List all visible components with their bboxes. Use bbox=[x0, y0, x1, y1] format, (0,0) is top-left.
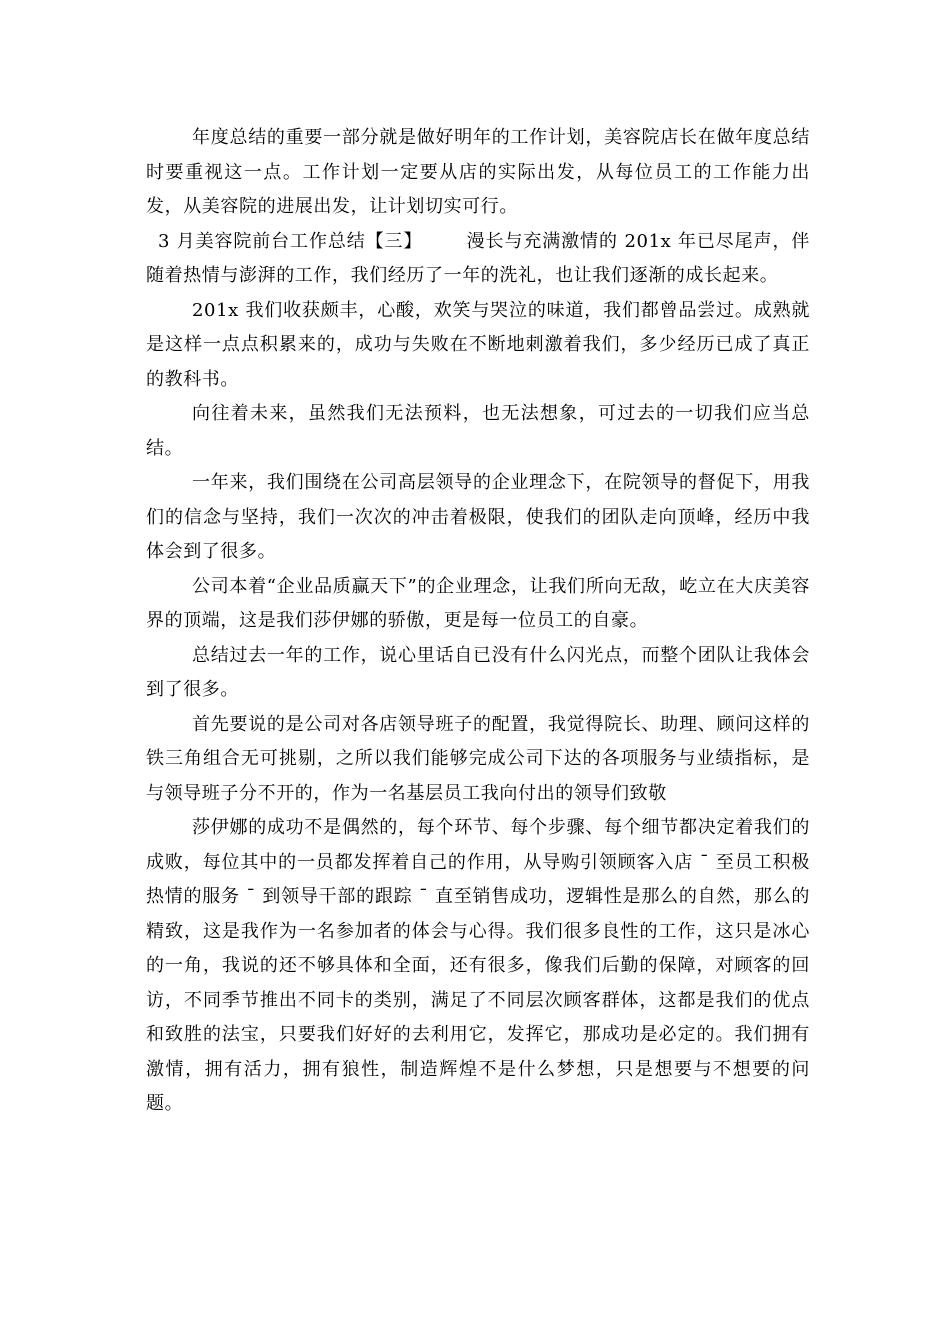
paragraph-future: 向往着未来，虽然我们无法预料，也无法想象，可过去的一切我们应当总结。 bbox=[146, 403, 810, 459]
paragraph-team-experience: 总结过去一年的工作，说心里话自已没有什么闪光点，而整个团队让我体会到了很多。 bbox=[146, 644, 810, 700]
paragraph-success: 莎伊娜的成功不是偶然的，每个环节、每个步骤、每个细节都决定着我们的成败，每位其中的一员都发挥着自己的作用，从导购引领顾客入店 ¯ 至员工积极热情的服务 ¯ 到领导干部的跟踪 ¯ 直至销售成功，逻辑性是那么的自然，那么的精致，这是我作为一名参加者的体会与心得。我们很多良性的工作，这只是冰心的一角，我说的还不够具体和全面，还有很多，像我们后勤的保障，对顾客的回访，不同季节推出不同卡的类别，满足了不同层次顾客群体，这都是我们的优点和致胜的法宝，只要我们好好的去利用它，发挥它，那成功是必定的。我们拥有激情，拥有活力，拥有狼性，制造辉煌不是什么梦想，只是想要与不想要的问题。 bbox=[146, 817, 810, 1114]
paragraph-company-concept: 公司本着“企业品质赢天下”的企业理念，让我们所向无敌，屹立在大庆美容界的顶端，这是我们莎伊娜的骄傲，更是每一位员工的自豪。 bbox=[146, 575, 810, 631]
paragraph-harvest: 201x 我们收获颇丰，心酸，欢笑与哭泣的味道，我们都曾品尝过。成熟就是这样一点点积累来的，成功与失败在不断地刺激着我们，多少经历已成了真正的教科书。 bbox=[146, 299, 810, 390]
section-intro-text: 漫长与充满激情的 201x 年已尽尾声，伴随着热情与澎湃的工作，我们经历了一年的洗礼，也让我们逐渐的成长起来。 bbox=[146, 230, 810, 286]
paragraph-annual-plan: 年度总结的重要一部分就是做好明年的工作计划，美容院店长在做年度总结时要重视这一点。工作计划一定要从店的实际出发，从每位员工的工作能力出发，从美容院的进展出发，让计划切实可行。 bbox=[146, 127, 810, 217]
section-title: 3 月美容院前台工作总结【三】 bbox=[158, 230, 423, 252]
section-heading-paragraph bbox=[146, 225, 810, 294]
paragraph-year-review: 一年来，我们围绕在公司高层领导的企业理念下，在院领导的督促下，用我们的信念与坚持，我们一次次的冲击着极限，使我们的团队走向顶峰，经历中我体会到了很多。 bbox=[146, 472, 810, 562]
document-page bbox=[146, 121, 810, 1122]
paragraph-leadership: 首先要说的是公司对各店领导班子的配置，我觉得院长、助理、顾问这样的铁三角组合无可挑剔，之所以我们能够完成公司下达的各项服务与业绩指标，是与领导班子分不开的，作为一名基层员工我向付出的领导们致敬 bbox=[146, 713, 810, 804]
